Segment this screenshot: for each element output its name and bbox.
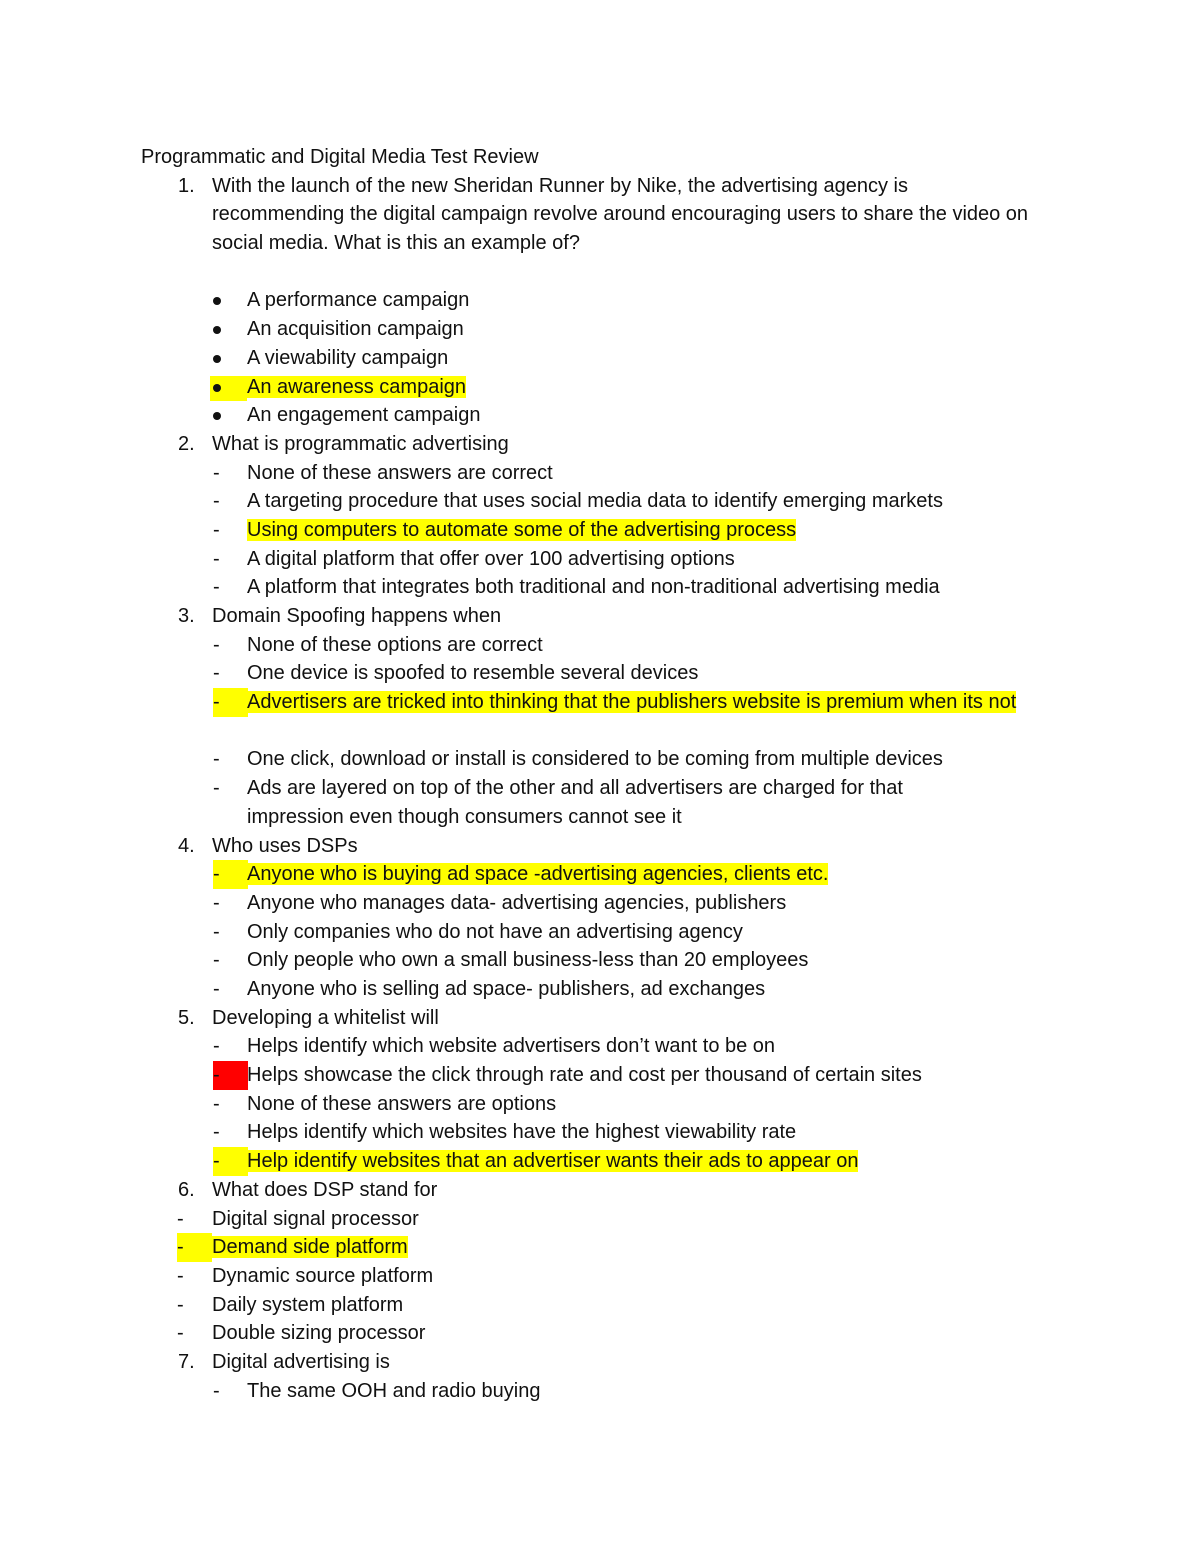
list-item xyxy=(0,631,1200,660)
dash-marker: - xyxy=(213,518,220,541)
question-number: 2. xyxy=(178,432,195,455)
option-text: An engagement campaign xyxy=(247,404,481,427)
dash-marker: - xyxy=(213,633,220,656)
list-item xyxy=(0,1118,1200,1147)
list-item xyxy=(0,946,1200,975)
list-item xyxy=(0,344,1200,373)
dash-marker: - xyxy=(213,748,220,771)
option-text-highlighted: Advertisers are tricked into thinking that the publishers website is premium when its not xyxy=(247,691,1017,714)
option-text: A platform that integrates both traditional and non-traditional advertising media xyxy=(247,576,940,599)
option-text: None of these options are correct xyxy=(247,633,543,656)
question-text: What is programmatic advertising xyxy=(212,432,509,455)
dash-marker: - xyxy=(213,662,220,685)
dash-marker: - xyxy=(213,891,220,914)
question-1 xyxy=(0,172,1200,258)
question-6 xyxy=(0,1176,1200,1205)
question-text: Digital advertising is xyxy=(212,1350,390,1373)
list-item xyxy=(0,889,1200,918)
question-text: Who uses DSPs xyxy=(212,834,358,857)
option-text: A performance campaign xyxy=(247,289,470,312)
question-text: Developing a whitelist will xyxy=(212,1006,439,1029)
list-item xyxy=(0,1090,1200,1119)
list-item-highlighted xyxy=(0,1147,1200,1176)
dash-marker: - xyxy=(213,1379,220,1402)
option-text: Double sizing processor xyxy=(212,1322,426,1345)
question-text: What does DSP stand for xyxy=(212,1178,438,1201)
dash-marker: - xyxy=(213,1147,248,1176)
question-text: Domain Spoofing happens when xyxy=(212,605,502,628)
list-item-highlighted xyxy=(0,516,1200,545)
dash-marker: - xyxy=(213,777,220,800)
list-item xyxy=(0,573,1200,602)
dash-marker: - xyxy=(177,1207,184,1230)
dash-marker: - xyxy=(177,1293,184,1316)
list-item xyxy=(0,1205,1200,1234)
option-text: Digital signal processor xyxy=(212,1207,419,1230)
dash-marker: - xyxy=(213,1061,248,1090)
list-item xyxy=(0,745,1200,774)
dash-marker: - xyxy=(213,978,220,1000)
option-text: Helps showcase the click through rate and cost per thousand of certain sites xyxy=(247,1064,922,1087)
list-item xyxy=(0,545,1200,574)
dash-marker: - xyxy=(213,688,248,717)
question-number: 7. xyxy=(178,1350,195,1373)
list-item xyxy=(0,315,1200,344)
option-text-highlighted: Demand side platform xyxy=(212,1236,408,1259)
option-text: Anyone who manages data- advertising agencies, publishers xyxy=(247,891,787,914)
option-text: Helps identify which website advertisers don’t want to be on xyxy=(247,1035,776,1058)
list-item xyxy=(0,975,1200,1004)
list-item xyxy=(0,1262,1200,1291)
dash-marker: - xyxy=(177,1264,184,1287)
question-number: 3. xyxy=(178,605,195,628)
option-text: One click, download or install is considered to be coming from multiple devices xyxy=(247,748,943,771)
list-item xyxy=(0,1377,1200,1406)
list-item-highlighted xyxy=(0,860,1200,889)
list-item-highlighted xyxy=(0,688,1200,745)
dash-marker: - xyxy=(213,461,220,484)
option-text: Daily system platform xyxy=(212,1293,404,1316)
option-text-highlighted: An awareness campaign xyxy=(247,375,467,398)
option-text: Only companies who do not have an advertising agency xyxy=(247,920,743,943)
option-text: None of these answers are correct xyxy=(247,461,553,484)
question-number: 6. xyxy=(178,1178,195,1201)
list-item xyxy=(0,659,1200,688)
bullet-icon xyxy=(213,384,221,392)
question-5 xyxy=(0,1004,1200,1033)
question-3 xyxy=(0,602,1200,631)
bullet-icon xyxy=(213,412,221,420)
list-item-highlighted xyxy=(0,373,1200,402)
list-item xyxy=(0,487,1200,516)
list-item-red-marked xyxy=(0,1061,1200,1090)
option-text: Only people who own a small business-less than 20 employees xyxy=(247,949,809,972)
question-number: 4. xyxy=(178,834,195,857)
list-item xyxy=(0,1319,1200,1348)
dash-marker: - xyxy=(213,1092,220,1115)
bullet-icon xyxy=(213,355,221,363)
dash-marker: - xyxy=(177,1322,184,1345)
document-body xyxy=(0,143,1200,1405)
dash-marker: - xyxy=(213,1035,220,1058)
list-item xyxy=(0,918,1200,947)
question-2 xyxy=(0,430,1200,459)
question-7 xyxy=(0,1348,1200,1377)
option-text: A viewability campaign xyxy=(247,346,449,369)
list-item xyxy=(0,1032,1200,1061)
option-text: A digital platform that offer over 100 advertising options xyxy=(247,547,735,570)
blank-line xyxy=(0,258,1200,287)
option-text: The same OOH and radio buying xyxy=(247,1379,541,1402)
question-text: With the launch of the new Sheridan Runner by Nike, the advertising agency is recommending the digital campaign revolve around encouraging users to share the video on social media. What is this an example of? xyxy=(212,174,1029,255)
dash-marker: - xyxy=(213,949,220,972)
dash-marker: - xyxy=(213,547,220,570)
dash-marker: - xyxy=(213,920,220,943)
list-item xyxy=(0,286,1200,315)
option-text-highlighted: Help identify websites that an advertiser wants their ads to appear on xyxy=(247,1150,859,1173)
dash-marker: - xyxy=(213,490,220,513)
option-text: A targeting procedure that uses social media data to identify emerging markets xyxy=(247,490,943,513)
list-item-highlighted xyxy=(0,1233,1200,1262)
option-text: Dynamic source platform xyxy=(212,1264,434,1287)
list-item xyxy=(0,401,1200,430)
dash-marker: - xyxy=(213,860,248,889)
doc-title xyxy=(0,143,1200,172)
dash-marker: - xyxy=(213,576,220,599)
doc-title-text: Programmatic and Digital Media Test Review xyxy=(141,146,539,168)
option-text-highlighted: Using computers to automate some of the advertising process xyxy=(247,518,797,541)
option-text: Helps identify which websites have the highest viewability rate xyxy=(247,1121,797,1144)
option-text: One device is spoofed to resemble several devices xyxy=(247,662,699,685)
option-text: Ads are layered on top of the other and all advertisers are charged for that impression even though consumers cannot see it xyxy=(247,777,903,828)
question-number: 5. xyxy=(178,1006,195,1029)
list-item xyxy=(0,1291,1200,1320)
option-text: An acquisition campaign xyxy=(247,318,464,341)
dash-marker: - xyxy=(213,1121,220,1144)
bullet-icon xyxy=(213,297,221,305)
option-text: Anyone who is selling ad space- publishers, ad exchanges xyxy=(247,978,766,1000)
list-item xyxy=(0,459,1200,488)
list-item xyxy=(0,774,1200,831)
question-number: 1. xyxy=(178,174,195,197)
bullet-icon xyxy=(213,326,221,334)
option-text-highlighted: Anyone who is buying ad space -advertising agencies, clients etc. xyxy=(247,863,829,886)
option-text: None of these answers are options xyxy=(247,1092,557,1115)
dash-marker: - xyxy=(177,1233,212,1262)
question-4 xyxy=(0,832,1200,861)
